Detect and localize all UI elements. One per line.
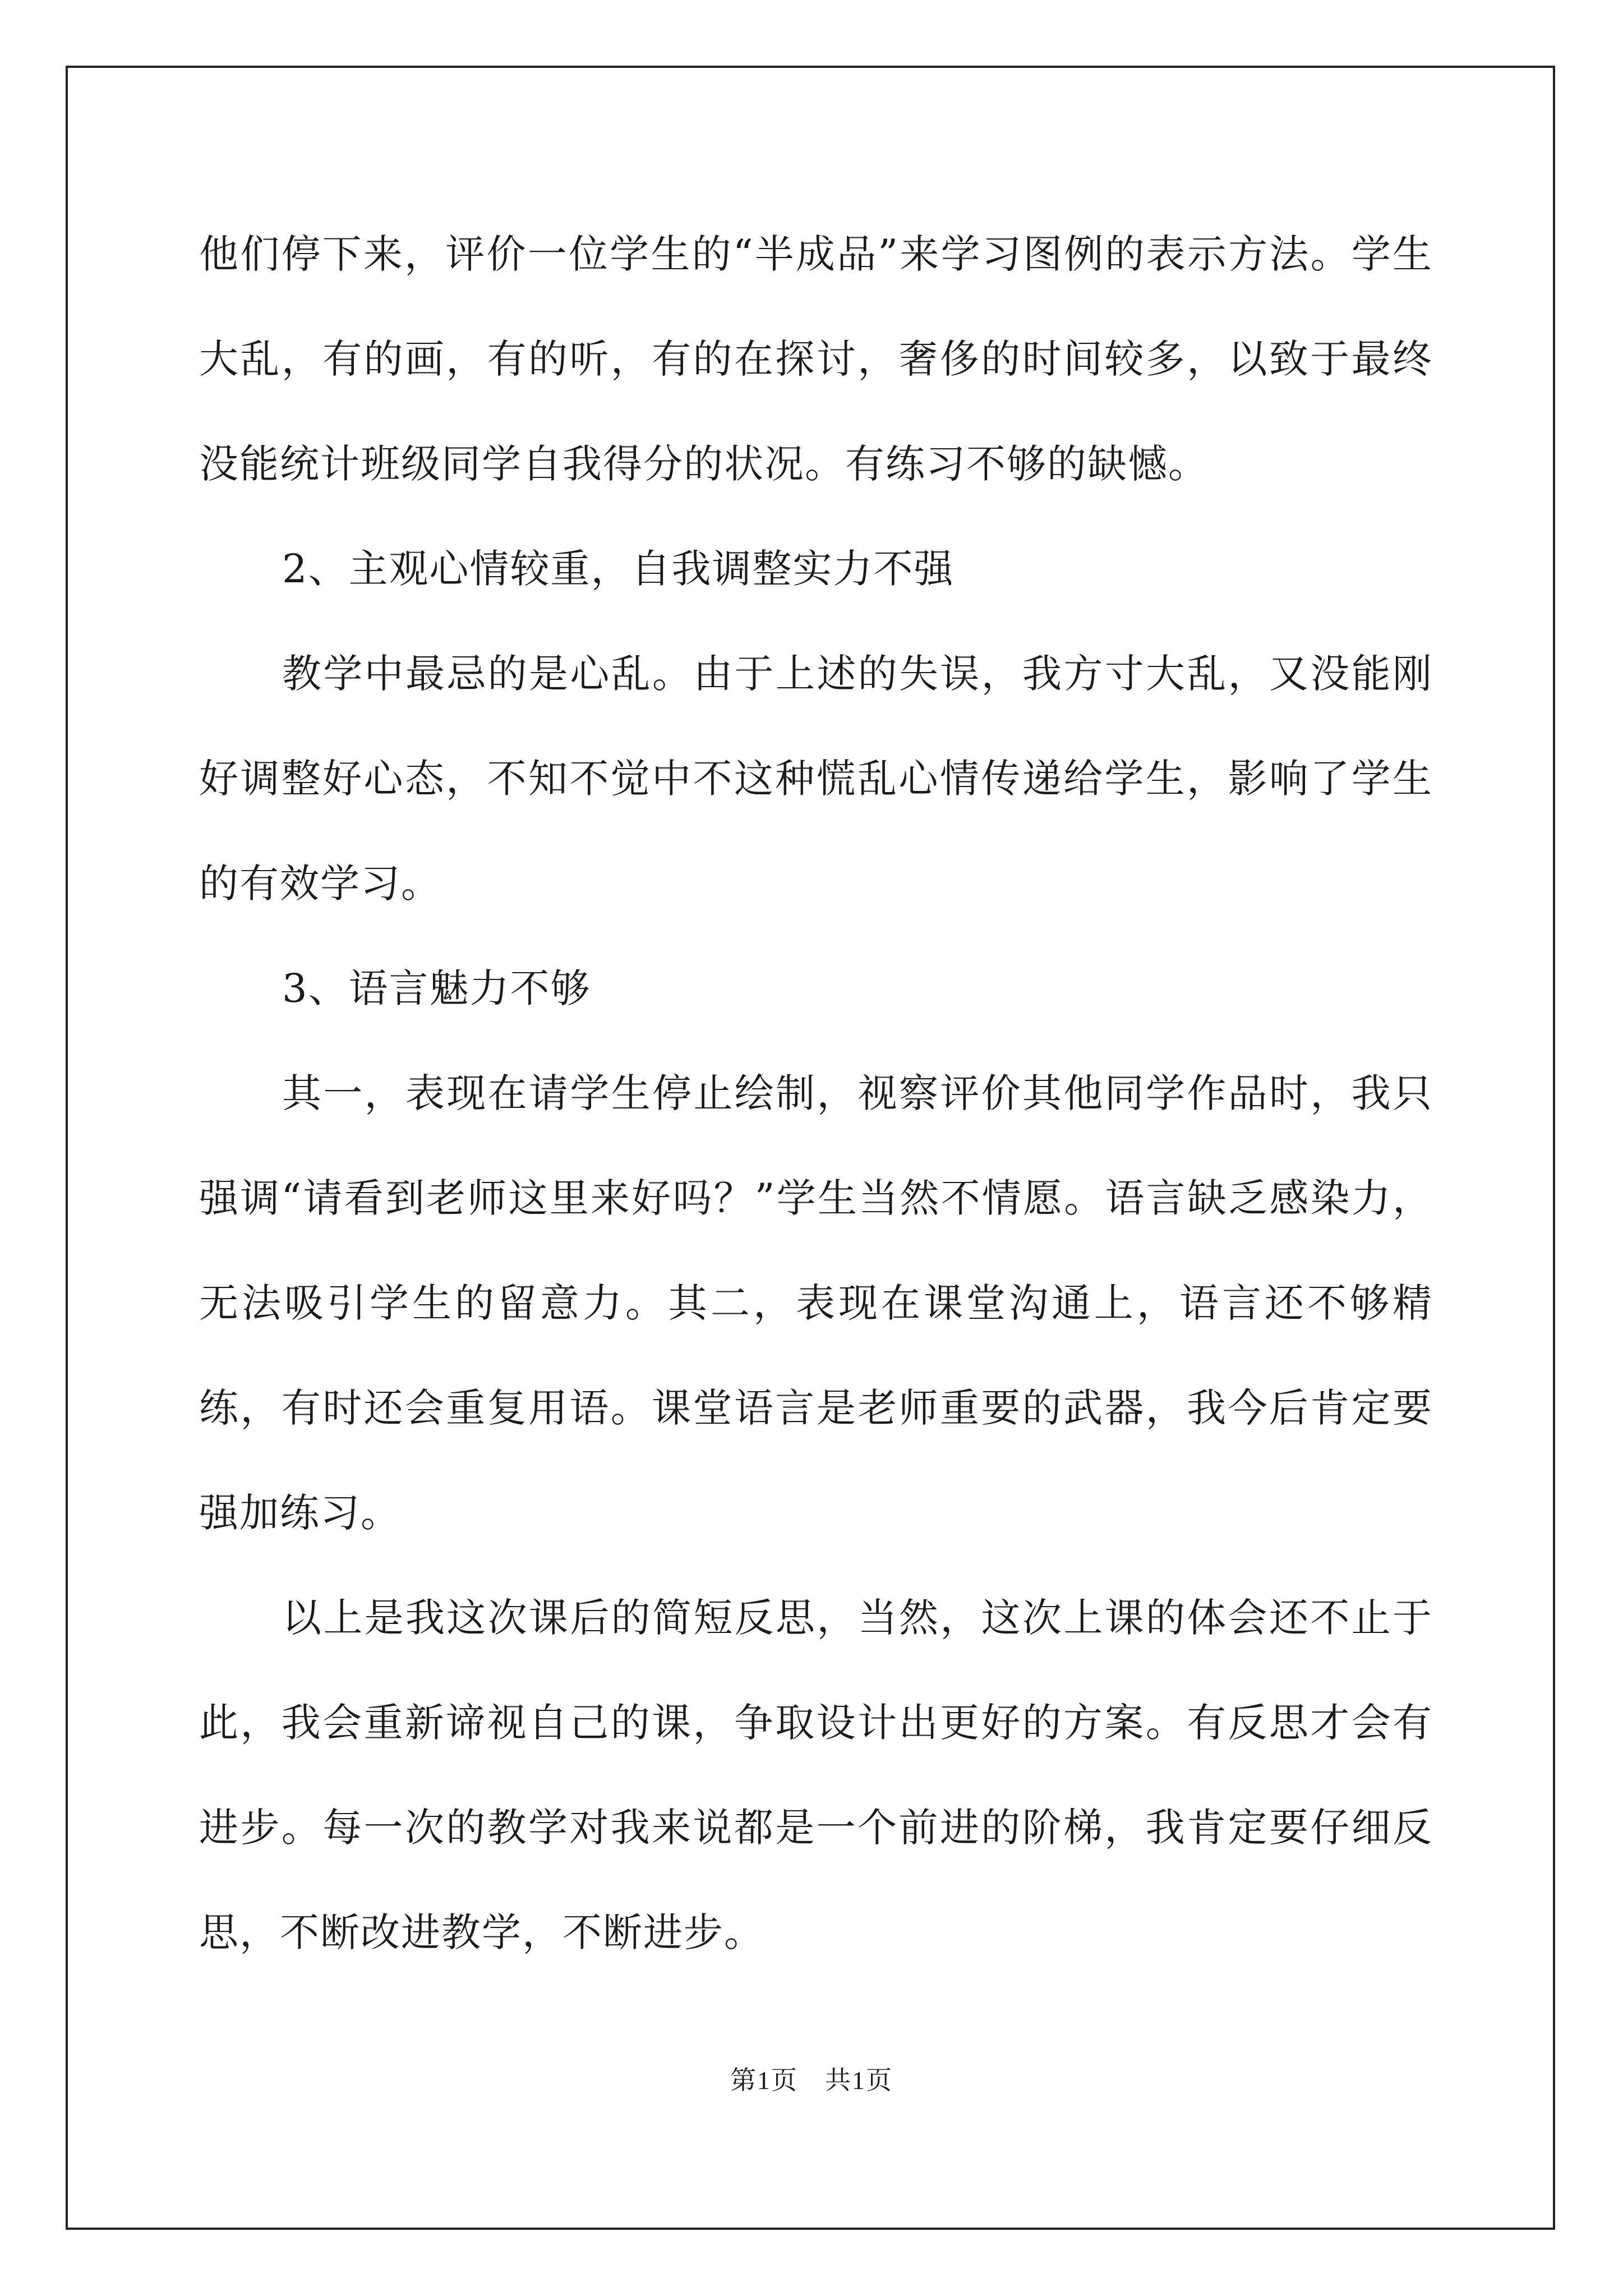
heading-point-2: 2、主观心情较重，自我调整实力不强 <box>282 546 955 592</box>
page-total: 共1页 <box>825 2066 893 2095</box>
document-body <box>199 202 1433 1985</box>
paragraph-point-2: 教学中最忌的是心乱。由于上述的失误，我方寸大乱，又没能刚好调整好心态，不知不觉中不这种慌乱心情传递给学生，影响了学生的有效学习。 <box>199 651 1433 907</box>
paragraph-conclusion: 以上是我这次课后的简短反思，当然，这次上课的体会还不止于此，我会重新谛视自己的课，争取设计出更好的方案。有反思才会有进步。每一次的教学对我来说都是一个前进的阶梯，我肯定要仔细反思，不断改进教学，不断进步。 <box>199 1595 1433 1955</box>
paragraph-continuation: 他们停下来，评价一位学生的“半成品”来学习图例的表示方法。学生大乱，有的画，有的听，有的在探讨，奢侈的时间较多，以致于最终没能统计班级同学自我得分的状况。有练习不够的缺憾。 <box>199 231 1433 487</box>
paragraph-point-3: 其一，表现在请学生停止绘制，视察评价其他同学作品时，我只强调“请看到老师这里来好吗？”学生当然不情愿。语言缺乏感染力，无法吸引学生的留意力。其二，表现在课堂沟通上，语言还不够精练，有时还会重复用语。课堂语言是老师重要的武器，我今后肯定要强加练习。 <box>199 1070 1433 1536</box>
page-number: 第1页 <box>730 2066 798 2095</box>
page-footer <box>0 2060 1623 2097</box>
heading-point-3: 3、语言魅力不够 <box>282 965 591 1011</box>
